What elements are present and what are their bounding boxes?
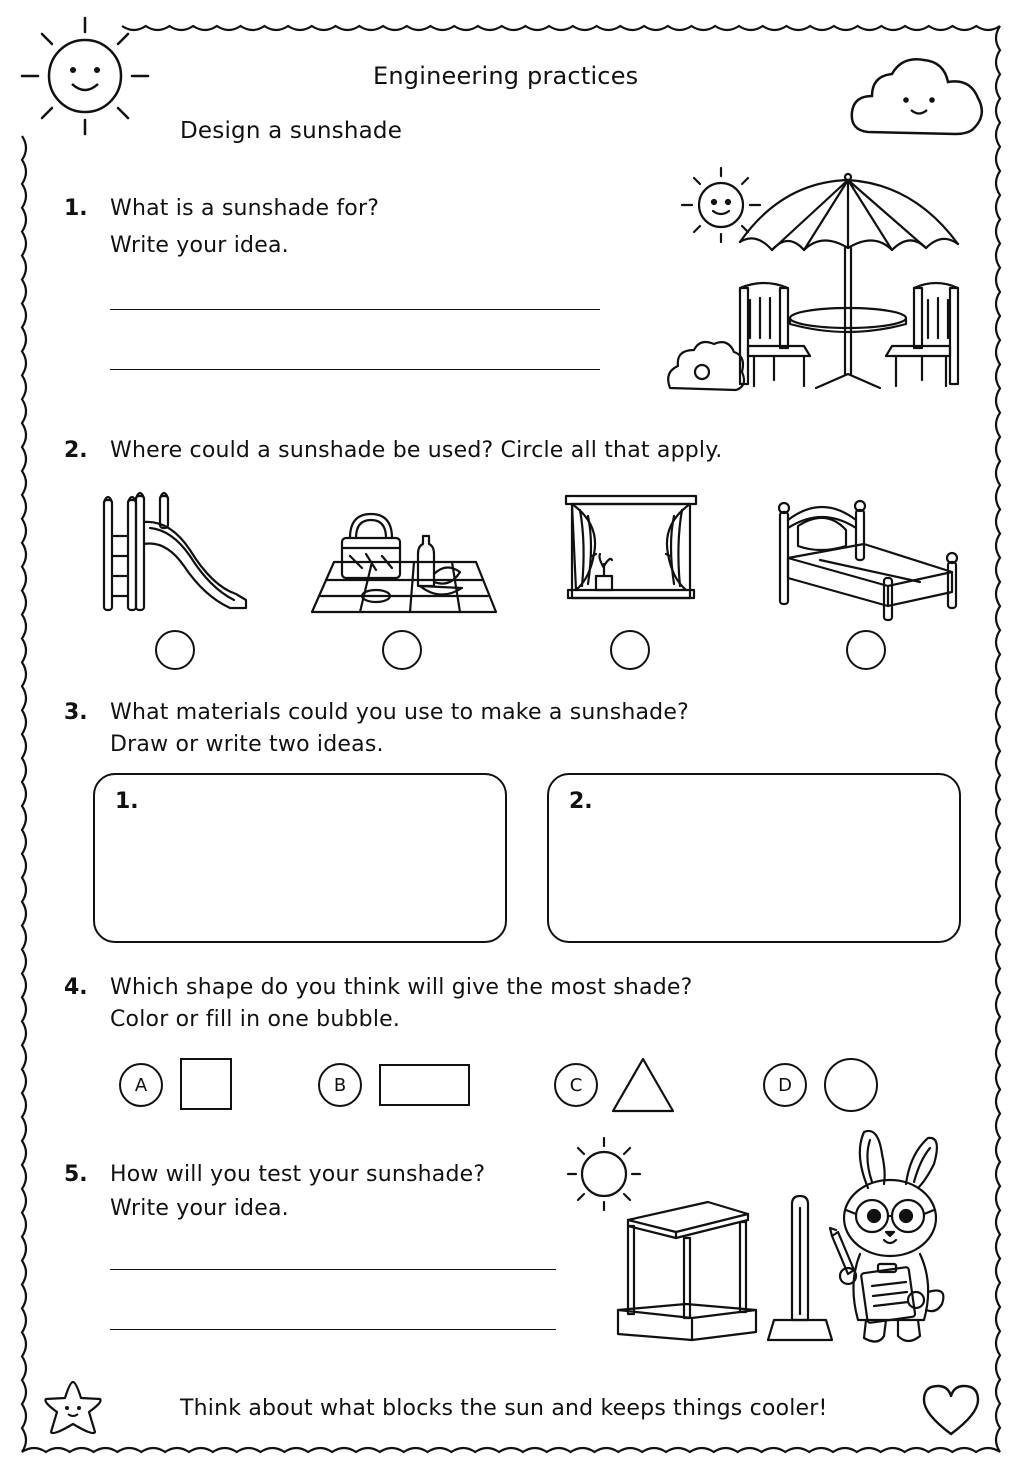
answer-box-1[interactable] — [93, 773, 507, 943]
question-3-number: 3. — [64, 700, 88, 725]
question-2-number: 2. — [64, 438, 88, 463]
page-subtitle: Design a sunshade — [180, 118, 403, 144]
sun-icon — [20, 14, 150, 139]
answer-line-1b[interactable] — [110, 369, 600, 370]
answer-box-1-label: 1. — [115, 789, 139, 814]
rectangle-shape — [379, 1064, 470, 1106]
heart-icon — [920, 1382, 982, 1438]
circle-option-slide[interactable] — [155, 630, 195, 670]
question-5-instruction: Write your idea. — [110, 1196, 289, 1221]
question-1-text: What is a sunshade for? — [110, 196, 380, 221]
bubble-a[interactable]: A — [119, 1063, 163, 1107]
triangle-shape — [611, 1056, 675, 1114]
circle-option-picnic[interactable] — [382, 630, 422, 670]
question-4-text: Which shape do you think will give the most shade? — [110, 975, 693, 1000]
bubble-b[interactable]: B — [318, 1063, 362, 1107]
circle-shape — [824, 1058, 878, 1112]
question-1-number: 1. — [64, 196, 88, 221]
slide-illustration — [100, 490, 260, 614]
question-5-text: How will you test your sunshade? — [110, 1162, 486, 1187]
answer-line-5b[interactable] — [110, 1329, 556, 1330]
circle-option-window[interactable] — [610, 630, 650, 670]
answer-box-2[interactable] — [547, 773, 961, 943]
footer-tip: Think about what blocks the sun and keeps things cooler! — [180, 1396, 828, 1421]
question-3-text: What materials could you use to make a sunshade? — [110, 700, 689, 725]
question-3-instruction: Draw or write two ideas. — [110, 732, 384, 757]
question-1-instruction: Write your idea. — [110, 233, 289, 258]
square-shape — [180, 1058, 232, 1110]
answer-line-1a[interactable] — [110, 309, 600, 310]
answer-line-5a[interactable] — [110, 1269, 556, 1270]
answer-box-2-label: 2. — [569, 789, 593, 814]
star-icon — [40, 1378, 106, 1440]
bubble-c[interactable]: C — [554, 1063, 598, 1107]
patio-umbrella-illustration — [664, 160, 964, 396]
window-illustration — [564, 494, 698, 600]
circle-option-bed[interactable] — [846, 630, 886, 670]
picnic-illustration — [310, 510, 500, 614]
bunny-scientist-illustration — [824, 1124, 954, 1350]
test-setup-illustration — [562, 1134, 840, 1346]
question-5-number: 5. — [64, 1162, 88, 1187]
question-2-text: Where could a sunshade be used? Circle all that apply. — [110, 438, 723, 463]
cloud-icon — [848, 50, 988, 140]
question-4-instruction: Color or fill in one bubble. — [110, 1007, 401, 1032]
bed-illustration — [776, 498, 960, 622]
page-title: Engineering practices — [373, 62, 639, 90]
bubble-d[interactable]: D — [763, 1063, 807, 1107]
question-4-number: 4. — [64, 975, 88, 1000]
